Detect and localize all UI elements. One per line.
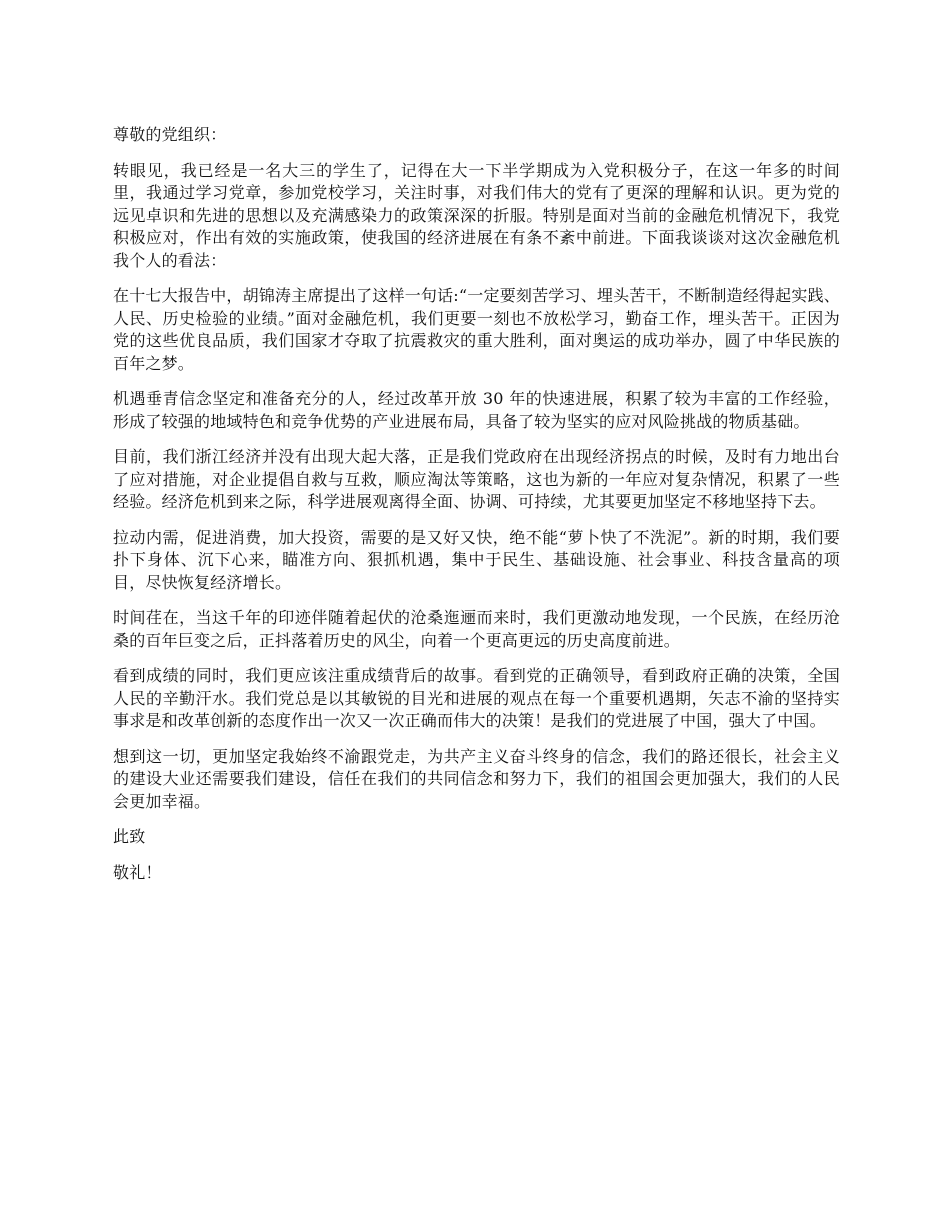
paragraph-8: 想到这一切，更加坚定我始终不渝跟党走，为共产主义奋斗终身的信念，我们的路还很长，社会主义的建设大业还需要我们建设，信任在我们的共同信念和努力下，我们的祖国会更加强大，我们的人民会更加幸福。 bbox=[113, 746, 840, 811]
paragraph-5: 拉动内需，促进消费，加大投资，需要的是又好又快，绝不能“萝卜快了不洗泥”。新的时期，我们要扑下身体、沉下心来，瞄准方向、狠抓机遇，集中于民生、基础设施、社会事业、科技含量高的项目，尽快恢复经济增长。 bbox=[113, 527, 840, 592]
paragraph-2: 在十七大报告中，胡锦涛主席提出了这样一句话:“一定要刻苦学习、埋头苦干，不断制造经得起实践、人民、历史检验的业绩。”面对金融危机，我们更要一刻也不放松学习，勤奋工作，埋头苦干。正因为党的这些优良品质，我们国家才夺取了抗震救灾的重大胜利，面对奥运的成功举办，圆了中华民族的百年之梦。 bbox=[113, 286, 840, 373]
salutation: 尊敬的党组织： bbox=[113, 125, 227, 144]
paragraph-4: 目前，我们浙江经济并没有出现大起大落，正是我们党政府在出现经济拐点的时候，及时有力地出台了应对措施，对企业提倡自救与互救，顺应淘汰等策略，这也为新的一年应对复杂情况，积累了一些经验。经济危机到来之际，科学进展观离得全面、协调、可持续，尤其要更加坚定不移地坚持下去。 bbox=[113, 447, 840, 511]
closing-line-1: 此致 bbox=[113, 827, 146, 846]
paragraph-1: 转眼见，我已经是一名大三的学生了，记得在大一下半学期成为入党积极分子，在这一年多的时间里，我通过学习党章，参加党校学习，关注时事，对我们伟大的党有了更深的理解和认识。更为党的远见卓识和先进的思想以及充满感染力的政策深深的折服。特别是面对当前的金融危机情况下，我党积极应对，作出有效的实施政策，使我国的经济进展在有条不紊中前进。下面我谈谈对这次金融危机我个人的看法： bbox=[113, 160, 840, 270]
paragraph-6: 时间荏在，当这千年的印迹伴随着起伏的沧桑迤逦而来时，我们更激动地发现，一个民族，在经历沧桑的百年巨变之后，正抖落着历史的风尘，向着一个更高更远的历史高度前进。 bbox=[113, 608, 840, 650]
paragraph-7: 看到成绩的同时，我们更应该注重成绩背后的故事。看到党的正确领导，看到政府正确的决策，全国人民的辛勤汗水。我们党总是以其敏锐的目光和进展的观点在每一个重要机遇期，矢志不渝的坚持实事求是和改革创新的态度作出一次又一次正确而伟大的决策！是我们的党进展了中国，强大了中国。 bbox=[113, 666, 840, 730]
closing-line-2: 敬礼！ bbox=[113, 862, 162, 882]
paragraph-3: 机遇垂青信念坚定和准备充分的人，经过改革开放 30 年的快速进展，积累了较为丰富的工作经验，形成了较强的地域特色和竞争优势的产业进展布局，具备了较为坚实的应对风险挑战的物质基础。 bbox=[113, 389, 840, 431]
letter-page bbox=[113, 124, 840, 897]
